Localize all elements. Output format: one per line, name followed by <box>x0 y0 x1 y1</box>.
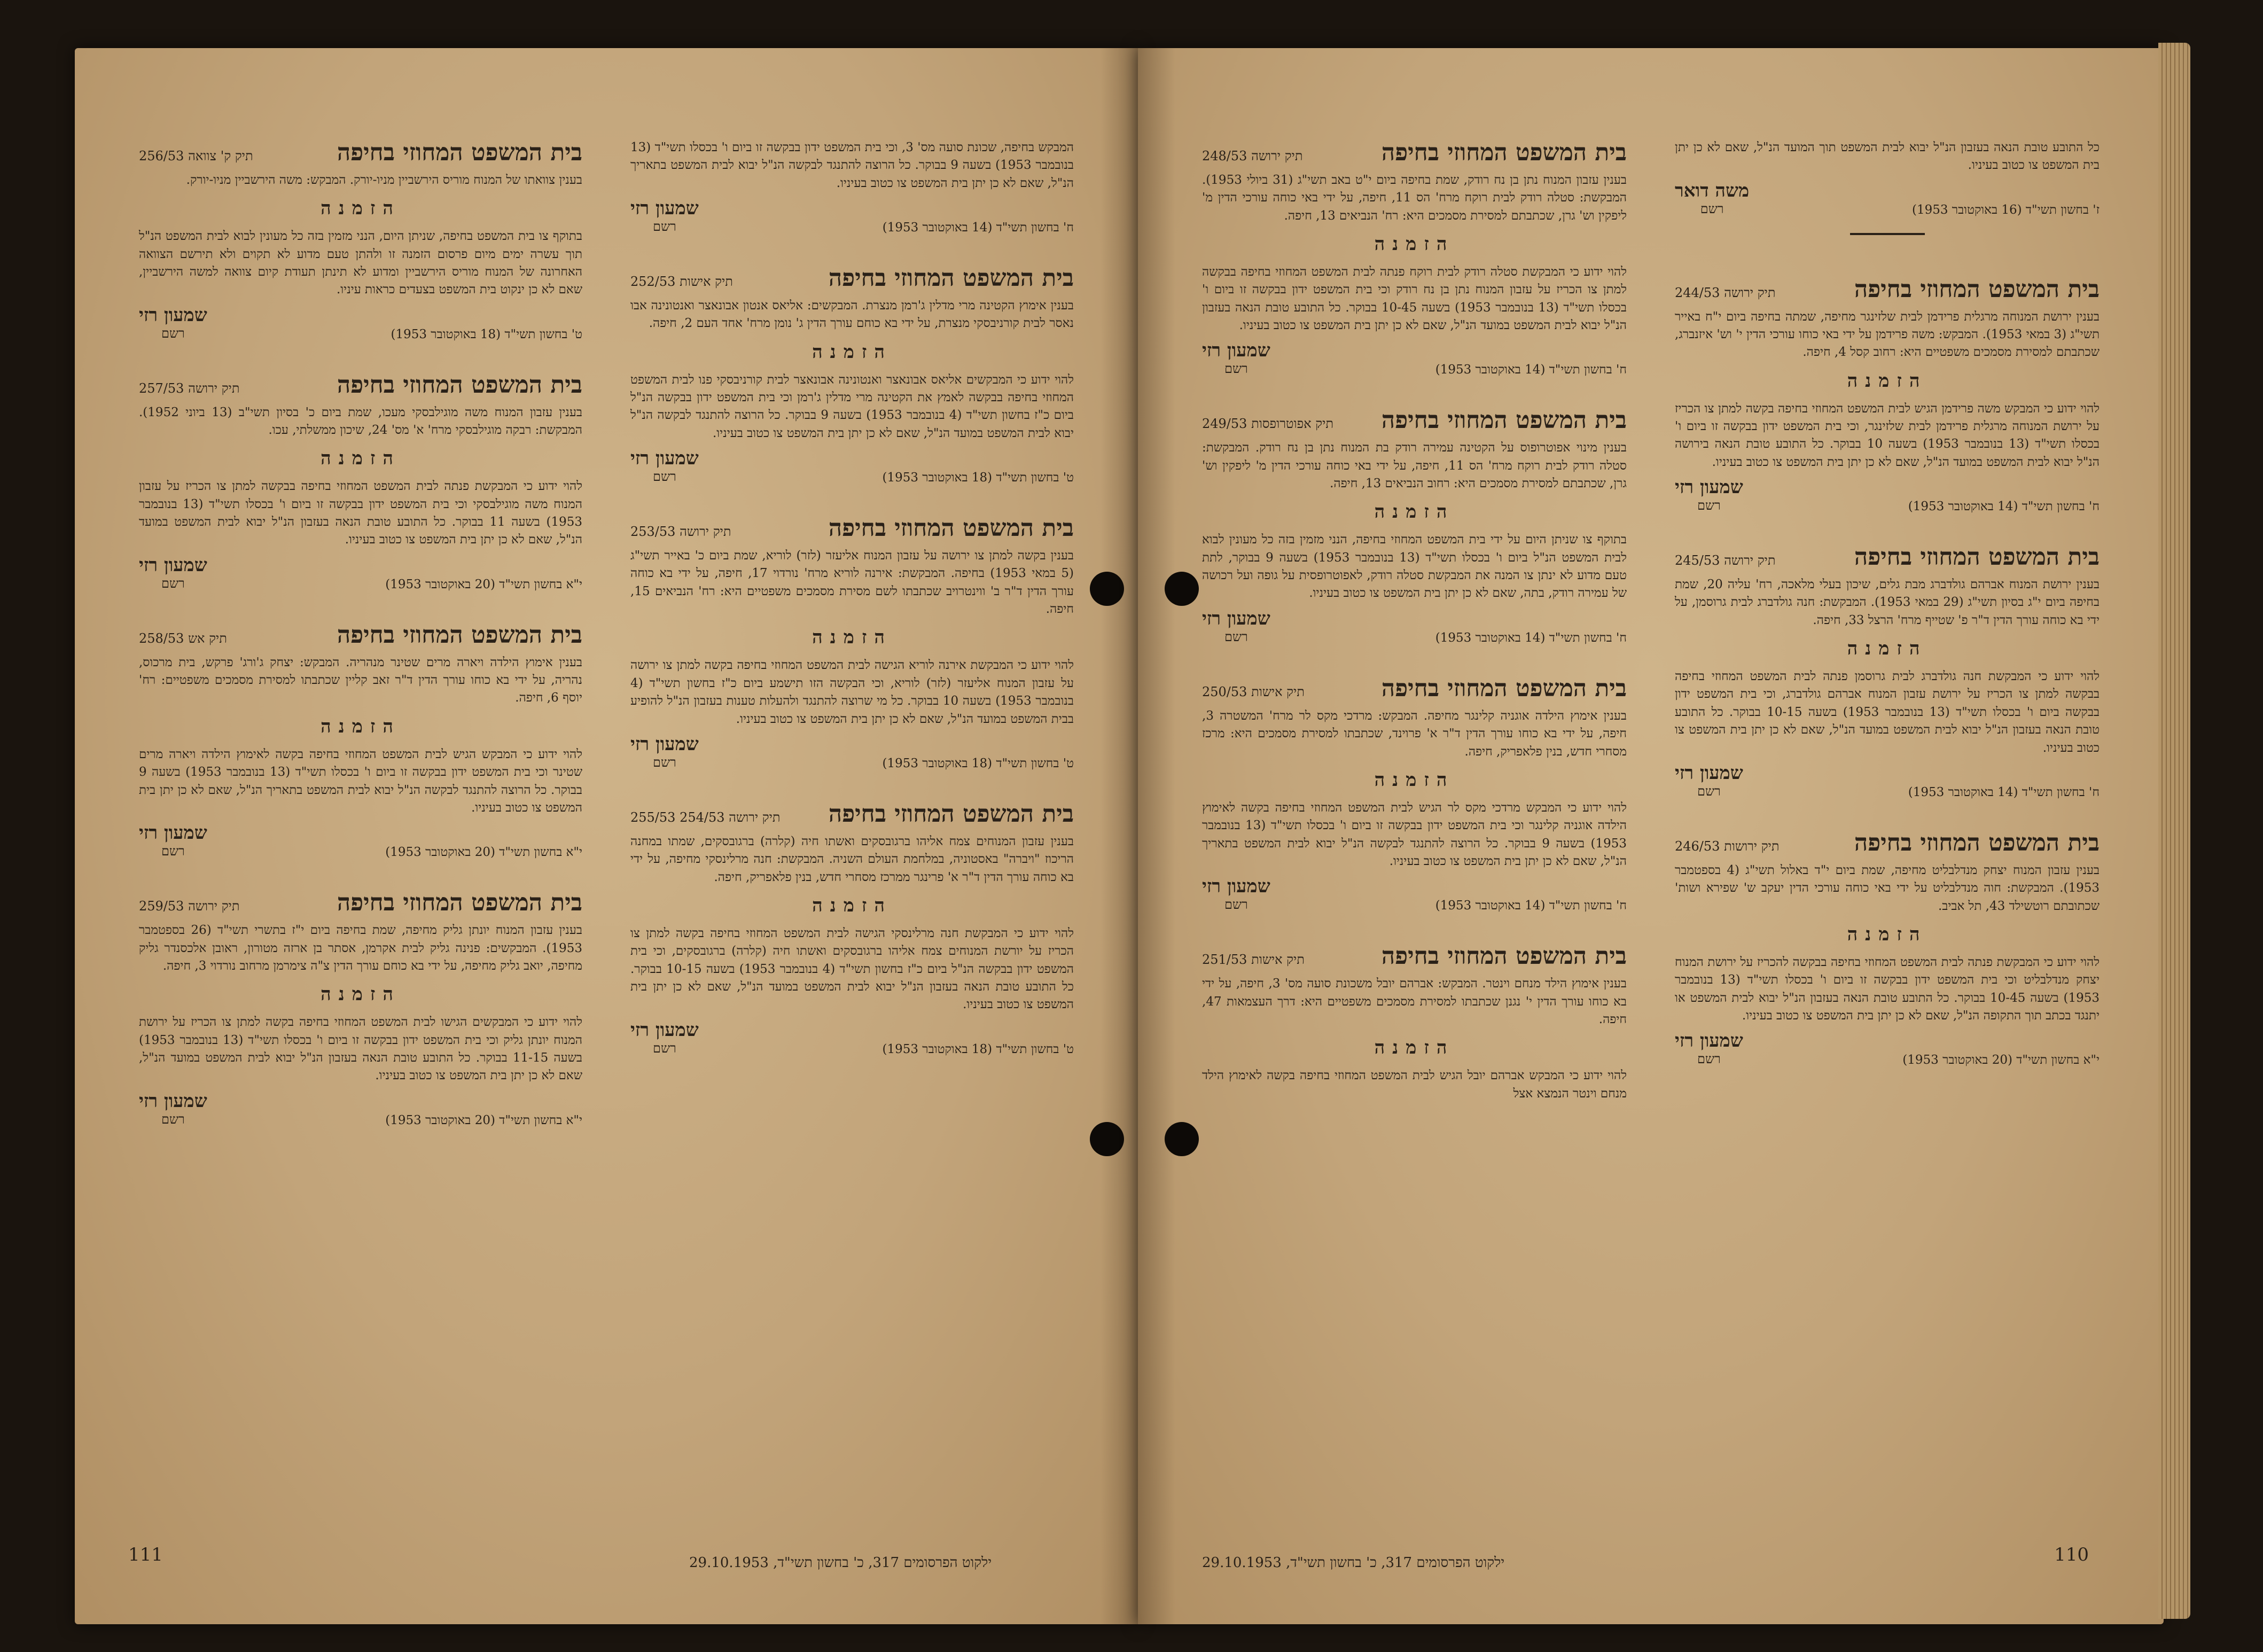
page-footer: ילקוט הפרסומים 317, כ' בחשון תשי"ד, 29.10.1953 <box>689 1555 992 1571</box>
signature-row <box>1675 477 2100 513</box>
notice-body: בענין מינוי אפוטרופוס על הקטינה עמירה רודק בת המנוח נתן בן נח רודק. המבקשת: סטלה רודק לבית רוקח מרח' הס 11, חיפה, על ידי באי כוחה עורכי הדין מ' ליפקין וש' גרן, שכתבתם למסירת מסמכים היא: רחוב הנביאים 13, חיפה. <box>1202 441 1627 491</box>
notice-body: בענין עזבון המנוחים צמח אליהו ברגובסקים ואשתו חיה (קלרה) ברגובסקים, שמתו במחנה הריכוז "ויברה" באסטוניה, במלחמת העולם השניה. המבקשת: חנה מרלינסקי מחיפה, על ידי בא כוחה עורך הדין ד"ר א' פרינגר ממרכז מסחרי חדש, בנין פלאפריק, חיפה. <box>630 834 1074 884</box>
court-name: בית המשפט המחוזי בחיפה <box>337 371 582 399</box>
summons-body: להוי ידוע כי המבקשת חנה גולדברג לבית גרוסמן פנתה לבית המשפט המחוזי בחיפה בבקשה למתן צו הכריז על ירושת עזבון המנוח אברהם גולדברג, וכי בית המשפט ידון בבקשה ביום ו' בכסלו תשי"ד (13 בנובמבר 1953) בשעה 10-15 בבוקר. כל התובע טובת הנאה בעזבון הנ"ל יבוא לבית המשפט במועד הנ"ל, שאם לא כן יתן בית המשפט צו כטוב בעיניו. <box>1675 669 2100 755</box>
signer-role: רשם <box>1224 629 1248 644</box>
signer <box>139 555 207 591</box>
notice <box>1675 276 2100 513</box>
notice-body: בענין ירושת המנוחה מרגלית פרידמן לבית שלזינגר מחיפה, שמתה בחיפה ביום י"ח באייר תשי"ג (3 במאי 1953). המבקש: משה פרידמן על ידי באי כוחו עורכי הדין י' וש' איזנברג, שכתבתם למסירת מסמכים משפטיים היא: רחוב קסל 4, חיפה. <box>1675 309 2100 360</box>
signer-role: רשם <box>1697 498 1721 513</box>
case-number: תיק אפוטרופסות 249/53 <box>1202 416 1334 432</box>
summons-body: להוי ידוע כי המבקשת פנתה לבית המשפט המחוזי בחיפה בבקשה למתן צו הכריז על עזבון המנוח משה מוגילבסקי וכי בית המשפט ידון בבקשה זו ביום ו' בכסלו תשי"ד (13 בנובמבר 1953) בשעה 11 בבוקר. כל התובע טובת הנאה בעזבון הנ"ל יבוא לבית המשפט במועד הנ"ל, שאם לא כן יתן בית המשפט צו כטוב בעיניו. <box>139 479 582 547</box>
binding-hole <box>1165 1122 1199 1156</box>
page-footer: ילקוט הפרסומים 317, כ' בחשון תשי"ד, 29.10.1953 <box>1202 1555 1505 1571</box>
signature-row <box>630 1019 1074 1056</box>
notice-header <box>1202 139 1627 166</box>
summons-title: הזמנה <box>812 894 892 916</box>
left-page-columns <box>139 139 1074 1501</box>
signer-name: שמעון רזי <box>630 198 699 220</box>
summons-title: הזמנה <box>321 715 401 737</box>
left-page <box>75 48 1138 1624</box>
case-number: תיק ירושה 257/53 <box>139 380 240 396</box>
summons-title: הזמנה <box>1847 923 1928 945</box>
notice <box>1675 543 2100 799</box>
summons-body: להוי ידוע כי המבקש הגיש לבית המשפט המחוזי בחיפה בקשה לאימוץ הילדה ויארה מרים שטינר וכי בית המשפט ידון בבקשה זו ביום ו' בכסלו תשי"ד (13 בנובמבר 1953) בשעה 9 בבוקר. כל הרוצה להתנגד לבקשה הנ"ל יבוא לבית המשפט בתאריך הנ"ל, שאם לא כן יתן בית המשפט צו כטוב בעיניו. <box>139 747 582 815</box>
court-name: בית המשפט המחוזי בחיפה <box>828 264 1074 292</box>
notice-body: בענין עזבון המנוח משה מוגילבסקי מעכו, שמת ביום כ' בסיון תשי"ב (13 ביוני 1952). המבקשת: רבקה מוגילבסקי מרח' א' מס' 24, שיכון ממשלתי, עכו. <box>139 405 583 438</box>
notice-date: ט' בחשון תשי"ד (18 באוקטובר 1953) <box>882 756 1074 770</box>
signer-role: רשם <box>653 754 676 770</box>
summons-body: להוי ידוע כי המבקשת סטלה רודק לבית רוקח פנתה לבית המשפט המחוזי בחיפה בבקשה למתן צו הכריז על עזבון המנוח נתן בן נח רודק וכי בית המשפט ידון בבקשה זו ביום ו' בכסלו תשי"ד (13 בנובמבר 1953) בשעה 10-45 בבוקר. כל התובע טובת הנאה בעזבון הנ"ל יבוא לבית המשפט במועד הנ"ל, שאם לא כן יתן בית המשפט צו כטוב בעיניו. <box>1202 265 1627 333</box>
signer <box>1675 477 1743 513</box>
signature-row <box>1675 180 2100 217</box>
summons-body: להוי ידוע כי המבקש משה פרידמן הגיש לבית המשפט המחוזי בחיפה בקשה למתן צו הכריז על ירושת המנוחה מרגלית פרידמן לבית שלזינגר, וכי בית המשפט ידון בבקשה זו ביום ו' בכסלו תשי"ד (13 בנובמבר 1953) בשעה 10 בבוקר. כל התובע טובת הנאה בירושה הנ"ל יבוא לבית המשפט במועד הנ"ל, שאם לא כן יתן בית המשפט צו כטוב בעיניו. <box>1675 401 2100 469</box>
notice-date: ח' בחשון תשי"ד (14 באוקטובר 1953) <box>1435 363 1627 377</box>
signature-row <box>139 822 582 859</box>
signer-role: רשם <box>653 219 676 235</box>
signer-name: שמעון רזי <box>1202 876 1270 898</box>
page-number: 111 <box>128 1544 163 1565</box>
notice <box>1202 407 1627 644</box>
notice-date: ח' בחשון תשי"ד (14 באוקטובר 1953) <box>1908 785 2100 799</box>
notice <box>139 621 582 859</box>
signer-role: רשם <box>653 1040 676 1056</box>
left-page-column-right <box>630 139 1074 1501</box>
signature-row <box>139 555 582 591</box>
notice-date: י"א בחשון תשי"ד (20 באוקטובר 1953) <box>1902 1053 2100 1067</box>
notice-body: בענין עזבון המנוח נתן בן נח רודק, שמת בחיפה ביום י"ט באב תשי"ג (31 ביולי 1953). המבקשת: סטלה רודק לבית רוקח מרח' הס 11, חיפה, על ידי באי כוחה עורכי הדין מ' ליפקין וש' גרן, שכתבתם למסירת מסמכים היא: רח' הנביאים 13, חיפה. <box>1202 173 1627 223</box>
notice-header <box>139 621 582 649</box>
notice-date: ט' בחשון תשי"ד (18 באוקטובר 1953) <box>882 471 1074 485</box>
signer-role: רשם <box>1700 201 1724 216</box>
signer-name: שמעון רזי <box>139 1090 207 1112</box>
summons-title: הזמנה <box>1847 370 1928 392</box>
notice <box>630 264 1074 485</box>
court-name: בית המשפט המחוזי בחיפה <box>1381 139 1627 166</box>
notice-date: י"א בחשון תשי"ד (20 באוקטובר 1953) <box>385 1113 582 1127</box>
notice-header <box>139 371 582 399</box>
signer-role: רשם <box>161 575 185 591</box>
notice-body: בענין צוואתו של המנוח מוריס הירשביין מניו-יורק. המבקש: משה הירשביין מניו-יורק. <box>186 173 582 187</box>
notice-date: ז' בחשון תשי"ד (16 באוקטובר 1953) <box>1911 202 2100 217</box>
signer-name: שמעון רזי <box>1202 340 1270 362</box>
signature-row <box>1675 762 2100 799</box>
case-number: תיק אישות 251/53 <box>1202 952 1305 968</box>
notice <box>1675 829 2100 1067</box>
summons-title: הזמנה <box>812 627 892 649</box>
summons-body: להוי ידוע כי המבקש מרדכי מקס לר הגיש לבית המשפט המחוזי בחיפה בקשה לאימוץ הילדה אוגניה קלינגר וכי בית המשפט ידון בבקשה זו ביום ו' בכסלו תשי"ד (13 בנובמבר 1953) בשעה 9 בבוקר. כל הרוצה להתנגד לבקשה הנ"ל יבוא לבית המשפט בתאריך הנ"ל, שאם לא כן יתן בית המשפט צו כטוב בעיניו. <box>1202 800 1627 868</box>
signer <box>1202 876 1270 913</box>
signer-role: רשם <box>1697 1051 1721 1067</box>
summons-body: להוי ידוע כי המבקשים הגישו לבית המשפט המחוזי בחיפה בקשה למתן צו הכריז על ירושת המנוח יונתן גליק וכי בית המשפט ידון בבקשה זו ביום ו' בכסלו תשי"ד (13 בנובמבר 1953) בשעה 11-15 בבוקר. כל התובע טובת הנאה בעזבון הנ"ל יבוא לבית המשפט במועד הנ"ל, שאם לא כן יתן בית המשפט צו כטוב בעיניו. <box>139 1015 582 1083</box>
case-number: תיק ירושות 246/53 <box>1675 838 1780 854</box>
court-name: בית המשפט המחוזי בחיפה <box>1854 829 2100 856</box>
notice-body: בענין אימוץ הילד מנחם וינטר. המבקש: אברהם יובל משכונת סועה מס' 3, חיפה, על ידי בא כוחו עורך הדין י' נגנן שכתבתו למסירת מסמכים משפטיים היא: דרך העצמאות 47, חיפה. <box>1202 977 1627 1026</box>
signer-name: שמעון רזי <box>1675 1030 1743 1052</box>
case-number: תיק ירושה 245/53 <box>1675 553 1776 568</box>
notice-header <box>1202 407 1627 434</box>
signer-role: רשם <box>161 1111 185 1127</box>
page-spine-shadow <box>1138 48 1175 1624</box>
signature-row <box>1202 876 1627 913</box>
signer-name: שמעון רזי <box>139 304 207 326</box>
summons-body: בתוקף צו שניתן היום על ידי בית המשפט המחוזי בחיפה, הנני מזמין בזה כל מעונין לבוא לבית המשפט הנ"ל ביום ו' בכסלו תשי"ד (13 בנובמבר 1953) בשעה 9 בבוקר, לתת טעם מדוע לא ינתן צו המנה את המבקשת סטלה רודק, לאפוטרופסית על גופה ועל רכושה של עמירה רודק, בתה, שאם לא כן יתן בית המשפט צו כטוב בעיניו. <box>1202 533 1627 601</box>
summons-title: הזמנה <box>1374 501 1455 523</box>
notice-header <box>630 264 1074 292</box>
court-name: בית המשפט המחוזי בחיפה <box>1854 275 2100 303</box>
notice-body: המבקש בחיפה, שכונת סועה מס' 3, וכי בית המשפט ידון בבקשה זו ביום ו' בכסלו תשי"ד (13 בנובמבר 1953) בשעה 9 בבוקר. כל הרוצה להתנגד לבקשה הנ"ל יבוא לבית המשפט בתאריך הנ"ל, שאם לא כן יתן בית המשפט צו כטוב בעיניו. <box>630 141 1074 190</box>
signer <box>630 448 699 485</box>
signature-row <box>630 734 1074 770</box>
right-page <box>1138 48 2164 1624</box>
court-name: בית המשפט המחוזי בחיפה <box>1854 543 2100 571</box>
signer-name: שמעון רזי <box>630 448 699 470</box>
summons-body: להוי ידוע כי המבקשת אירנה לוריא הגישה לבית המשפט המחוזי בחיפה בקשה למתן צו ירושה על עזבון המנוח אליעזר (לזר) לוריא, וכי הבקשה הזו תישמע ביום כ"ז בחשון תשי"ד (4 בנובמבר 1953) בשעה 10 בבוקר. כל מי שרוצה להתנגד ולהעלות טענות בעזבון הנ"ל להופיע בבית המשפט במועד הנ"ל, שאם לא כן יתן בית המשפט צו כטוב בעיניו. <box>630 658 1074 726</box>
notice-header <box>630 800 1074 828</box>
court-name: בית המשפט המחוזי בחיפה <box>1381 674 1627 702</box>
notice-date: ט' בחשון תשי"ד (18 באוקטובר 1953) <box>391 327 582 341</box>
notice <box>1202 942 1627 1103</box>
court-name: בית המשפט המחוזי בחיפה <box>337 621 582 649</box>
signer <box>630 198 699 235</box>
court-name: בית המשפט המחוזי בחיפה <box>337 139 582 166</box>
summons-title: הזמנה <box>321 198 401 220</box>
notice-body: בענין ירושת המנוח אברהם גולדברג מבת גלים, שיכון בעלי מלאכה, רח' עליה 20, שמת בחיפה ביום י"ג בסיון תשי"ג (29 במאי 1953). המבקשת: חנה גולדברג לבית גרוסמן, על ידי בא כוחה עורך הדין ד"ר פ' שטייף מרח' הרצל 33, חיפה. <box>1675 578 2100 627</box>
notice-date: ח' בחשון תשי"ד (14 באוקטובר 1953) <box>1908 500 2100 514</box>
notice-body: בענין עזבון המנוח יצחק מנדלבליט מחיפה, שמת ביום י"ד באלול תשי"ג (4 בספטמבר 1953). המבקשת: חוה מנדלבליט על ידי באי כוחה עורכי הדין יעקב ש' שפירא ושות' שכתובתם רוטשילד 43, תל אביב. <box>1675 863 2100 913</box>
notice-body: בענין אימוץ הילדה ויארה מרים שטינר מנהריה. המבקש: יצחק ג'ורג' פרקש, בית מרכוס, נהריה, על ידי בא כוחו עורך הדין ד"ר זאב קליין שכתבתו למסירת מסמכים משפטיים: רח' יוסף 6, חיפה. <box>139 655 582 705</box>
notice-date: ט' בחשון תשי"ד (18 באוקטובר 1953) <box>882 1042 1074 1056</box>
notice-header <box>139 889 582 916</box>
section-divider <box>1850 233 1925 235</box>
court-name: בית המשפט המחוזי בחיפה <box>828 515 1074 542</box>
court-name: בית המשפט המחוזי בחיפה <box>1381 942 1627 970</box>
court-name: בית המשפט המחוזי בחיפה <box>1381 407 1627 434</box>
signer <box>630 734 699 770</box>
case-number: תיק ירושה 244/53 <box>1675 285 1776 300</box>
binding-hole <box>1090 1122 1124 1156</box>
signer <box>1675 762 1743 799</box>
signer-role: רשם <box>653 469 676 485</box>
signer <box>630 1019 699 1056</box>
signature-row <box>630 448 1074 485</box>
notice-header <box>1202 675 1627 702</box>
signature-row <box>1202 340 1627 377</box>
notice-header <box>1202 942 1627 970</box>
case-number: תיק ק' צוואה 256/53 <box>139 149 253 163</box>
signer <box>1202 608 1270 645</box>
signer <box>139 822 207 859</box>
signature-row <box>1202 608 1627 645</box>
signer-name: שמעון רזי <box>630 1019 699 1041</box>
right-page-column-right <box>1675 139 2100 1501</box>
signer-name: שמעון רזי <box>139 554 207 576</box>
notice-body: כל התובע טובת הנאה בעזבון הנ"ל יבוא לבית המשפט תוך המועד הנ"ל, שאם לא כן יתן בית המשפט צו כטוב בעיניו. <box>1675 141 2100 173</box>
summons-title: הזמנה <box>1847 638 1928 660</box>
page-number: 110 <box>2054 1544 2089 1565</box>
signature-row <box>630 198 1074 235</box>
signer-name: שמעון רזי <box>1675 762 1743 784</box>
summons-title: הזמנה <box>1374 1037 1455 1059</box>
notice-body: בענין עזבון המנוח יונתן גליק מחיפה, שמת בחיפה ביום י"ז בתשרי תשי"ד (26 בספטמבר 1953). המבקשים: פנינה גליק לבית אקרמן, אסתר בן ארזה מטורון, ראובן אלכסנדר גליק מחיפה, יואב גליק מחיפה, על ידי בא כוחם עורך הדין צ"ה צימרמן מרחוב נורדוי 3, חיפה. <box>139 923 583 973</box>
case-number: תיק ירושה 259/53 <box>139 899 240 914</box>
signer <box>139 305 207 341</box>
signer <box>139 1090 207 1127</box>
right-page-column-left <box>1202 139 1627 1501</box>
summons-body: להוי ידוע כי המבקשת פנתה לבית המשפט המחוזי בחיפה בבקשה להכריז על ירושת המנוח יצחק מנדלבליט וכי בית המשפט ידון בבקשה זו ביום ו' בכסלו תשי"ד (13 בנובמבר 1953) בשעה 10-45 בבוקר. כל התובע טובת הנאה בעזבון הנ"ל יבוא לבית המשפט או יתנגד בכתב תוך התקופה הנ"ל, שאם לא כן יתן בית המשפט צו כטוב בעיניו. <box>1675 955 2100 1023</box>
signer-role: רשם <box>161 325 185 341</box>
notice-date: י"א בחשון תשי"ד (20 באוקטובר 1953) <box>385 845 582 860</box>
signer-name: שמעון רזי <box>630 733 699 755</box>
signer-role: רשם <box>1224 361 1248 377</box>
right-page-columns <box>1202 139 2100 1501</box>
notice-date: ח' בחשון תשי"ד (14 באוקטובר 1953) <box>1435 630 1627 645</box>
notice-header <box>1675 276 2100 303</box>
notice-body: בענין אימוץ הילדה אוגניה קלינגר מחיפה. המבקש: מרדכי מקס לר מרח' המשטרה 3, חיפה, על ידי בא כוחו עורך הדין ד"ר א' פרוינד, שכתבתו למסירת מסמכים היא: מרכז מסחרי חדש, בנין פלאפריק, חיפה. <box>1202 708 1627 759</box>
case-number: תיק ירושה 248/53 <box>1202 149 1303 163</box>
case-number: תיק אש 258/53 <box>139 630 227 646</box>
summons-title: הזמנה <box>812 341 892 363</box>
notice <box>139 371 582 591</box>
summons-title: הזמנה <box>1374 769 1455 791</box>
page-edge-stack <box>2158 43 2190 1619</box>
summons-title: הזמנה <box>321 984 401 1006</box>
notice-body: בענין אימוץ הקטינה מרי מדלין ג'רמן מנצרת. המבקשים: אליאס אנטון אבונאצר ואנטונינה אבו נאסר לבית קורניבסקי מנצרת, על ידי בא כוחם עורך הדין ג' נומן מרח' אחד העם 2, חיפה. <box>630 299 1074 331</box>
notice-body: בענין בקשה למתן צו ירושה על עזבון המנוח אליעזר (לזר) לוריא, שמת ביום כ' באייר תשי"ג (5 במאי 1953) בחיפה. המבקשת: אירנה לוריא מרח' נורדוי 17, חיפה, על ידי בא כוחה עורך הדין ד"ר ב' ווינטרויב שכתבתו לשם מסירת מסמכים משפטיים היא: רח' הנביאים 15, חיפה. <box>630 549 1074 617</box>
signature-row <box>139 1090 582 1127</box>
notice-header <box>139 139 582 166</box>
notice-date: ח' בחשון תשי"ד (14 באוקטובר 1953) <box>882 221 1074 235</box>
signer <box>1675 180 1749 217</box>
summons-body: להוי ידוע כי המבקש אברהם יובל הגיש לבית המשפט המחוזי בחיפה בקשה לאימוץ הילד מנחם וינטר הנמצא אצל <box>1202 1069 1627 1101</box>
court-name: בית המשפט המחוזי בחיפה <box>828 800 1074 828</box>
notice <box>1675 139 2100 246</box>
notice <box>1202 675 1627 913</box>
signer-name: שמעון רזי <box>1202 607 1270 629</box>
summons-body: להוי ידוע כי המבקשים אליאס אבונאצר ואנטונינה אבונאצר לבית קורניבסקי פנו לבית המשפט המחוזי בחיפה בבקשה לאמץ את הקטינה מרי מדלין ג'רמן וכי בית המשפט ידון בבקשה הנ"ל ביום כ"ז בחשון תשי"ד (4 בנובמבר 1953) בשעה 9 בבוקר. כל הרוצה להתנגד לבקשה הנ"ל יבוא לבית המשפט במועד הנ"ל, שאם לא כן יתן בית המשפט צו כטוב בעיניו. <box>630 372 1074 440</box>
notice <box>630 800 1074 1056</box>
signer-name: משה דואר <box>1675 180 1750 201</box>
signature-row <box>139 305 582 341</box>
signer-name: שמעון רזי <box>1675 477 1743 498</box>
signer <box>1675 1030 1743 1067</box>
notice-date: ח' בחשון תשי"ד (14 באוקטובר 1953) <box>1435 899 1627 913</box>
signer <box>1202 340 1270 377</box>
summons-body: להוי ידוע כי המבקשת חנה מרלינסקי הגישה לבית המשפט המחוזי בחיפה בקשה למתן צו הכריז על יורשת המנוחים צמח אליהו ברגובסקים ואשתו חיה (קלרה) ברגובסקים, וכי בית המשפט ידון בבקשה הנ"ל ביום כ"ז בחשון תשי"ד (4 בנובמבר 1953) בשעה 10-15 בבוקר. כל התובע טובת הנאה בעזבון הנ"ל יבוא לבית המשפט במועד הנ"ל, שאם לא כן יתן בית המשפט צו כטוב בעיניו. <box>630 926 1074 1012</box>
case-number: תיק אישות 250/53 <box>1202 684 1305 699</box>
signer-role: רשם <box>1224 897 1248 913</box>
left-page-column-left <box>139 139 582 1501</box>
binding-hole <box>1090 572 1124 606</box>
court-name: בית המשפט המחוזי בחיפה <box>337 889 582 917</box>
notice <box>1202 139 1627 377</box>
notice-header <box>1675 543 2100 571</box>
case-number: תיק ירושה 253/53 <box>630 524 731 540</box>
binding-hole <box>1165 572 1199 606</box>
notice <box>630 515 1074 770</box>
notice <box>139 889 582 1127</box>
notice-header <box>1675 829 2100 856</box>
notice-date: י"א בחשון תשי"ד (20 באוקטובר 1953) <box>385 577 582 591</box>
page-spine-shadow <box>1101 48 1138 1624</box>
notice <box>139 139 582 341</box>
summons-body: בתוקף צו בית המשפט בחיפה, שניתן היום, הנני מזמין בזה כל מעונין לבוא לבית המשפט הנ"ל תוך עשרה ימים מיום פרסום הזמנה זו ולהתן טעם מדוע לא תקוים ולא תירשם הצוואה האחרונה של המנוח מוריס הירשביין ומדוע לא תינתן תעודת קיום צוואה למשה הירשביין, שאם לא כן ינקוט בית המשפט בצעדים כראות עיניו. <box>139 229 582 297</box>
notice-header <box>630 515 1074 542</box>
signer-role: רשם <box>1697 783 1721 799</box>
summons-title: הזמנה <box>1374 233 1455 255</box>
signer-role: רשם <box>161 844 185 859</box>
case-number: תיק אישות 252/53 <box>630 274 733 290</box>
signer-name: שמעון רזי <box>139 822 207 844</box>
signature-row <box>1675 1030 2100 1067</box>
case-number: תיק ירושה 254/53 255/53 <box>630 809 781 825</box>
summons-title: הזמנה <box>321 448 401 470</box>
notice <box>630 139 1074 235</box>
